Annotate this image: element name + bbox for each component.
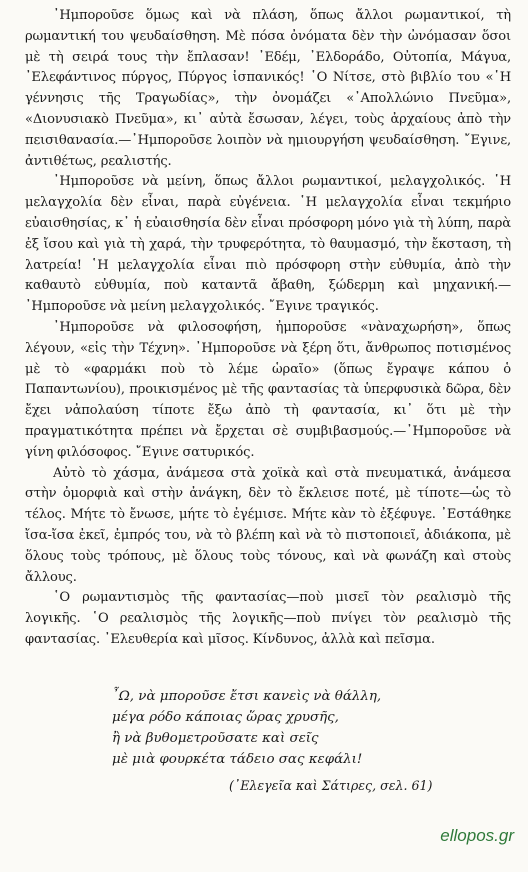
- poem-line-2: μέγα ρόδο κάποιας ὥρας χρυσῆς,: [112, 710, 339, 725]
- paragraph-1: ᾿Ημποροῦσε ὅμως καὶ νὰ πλάση, ὅπως ἄλλοι ρωμαντικοί, τὴ ρωμαντική του ψευδαίσθηση. Μὲ πόσα ὀνόματα δὲν τὴν ὠνόμασαν ὅσοι μὲ τὴ σειρά τους τὴν ἔπλασαν! ᾿Εδέμ, ᾿Ελδοράδο, Οὐτοπία, Μάγυα, ᾿Ελεφάντινος πύργος, Πύργος ἰσπανικός! ῾Ο Νίτσε, στὸ βιβλίο του «῾Η γέννησις τῆς Τραγωδίας», τὴν ὀνομάζει «᾿Απολλώνιο Πνεῦμα», «Διονυσιακὸ Πνεῦμα», κι᾿ αὐτὰ ἔσωσαν, λέγει, τοὺς ἀρχαίους ἀπὸ τὴν πεισιθανασία.—᾿Ημποροῦσε λοιπὸν νὰ ημιουργήση ψευδαίσθηση. ῎Εγινε, ἀντιθέτως, ρεαλιστής.: [25, 8, 511, 169]
- poem-line-3: ἢ νὰ βυθομετροῦσατε καὶ σεῖς: [112, 731, 319, 746]
- poem-quote: [112, 686, 492, 770]
- prose-body: [25, 6, 511, 651]
- poem-citation: (᾿Ελεγεῖα καὶ Σάτιρες, σελ. 61): [229, 778, 433, 793]
- site-watermark: ellopos.gr: [440, 826, 514, 845]
- paragraph-2: ᾿Ημποροῦσε νὰ μείνη, ὅπως ἄλλοι ρωμαντικοί, μελαγχολικός. ῾Η μελαγχολία δὲν εἶναι, παρὰ εὐγένεια. ῾Η μελαγχολία εἶναι τεκμήριο εὐαισθησίας, κ᾿ ἡ εὐαισθησία δὲν εἶναι πρόσφορη μόνο γιὰ τὴ λύπη, παρὰ ἐξ ἴσου καὶ γιὰ τὴ χαρά, τὴν τρυφερότητα, τὸ θαυμασμό, τὴν ἔκσταση, τὴ λατρεία! ῾Η μελαγχολία εἶναι πιὸ πρόσφορη στὴν εὐθυμία, ἀπὸ τὴν καθαυτὸ εὐθυμία, ποὺ καταντᾶ ἄβαθη, ξώδερμη καὶ μηχανική.—᾿Ημποροῦσε νὰ μείνη μελαγχολικός. ῎Εγινε τραγικός.: [25, 174, 511, 315]
- paragraph-4: Αὐτὸ τὸ χάσμα, ἀνάμεσα στὰ χοϊκὰ καὶ στὰ πνευματικά, ἀνάμεσα στὴν ὀμορφιὰ καὶ στὴν ἀνάγκη, δὲν τὸ ἔκλεισε ποτέ, μὲ τίποτε—ὡς τὸ τέλος. Μήτε τὸ ἔνωσε, μήτε τὸ ἐγέμισε. Μήτε κὰν τὸ ἐξέφυγε. ᾿Εστάθηκε ἴσα-ἴσα ἐκεῖ, ἐμπρός του, νὰ τὸ βλέπη καὶ νὰ τὸ πιστοποιεῖ, ἀδιάκοπα, μὲ ὅλους τοὺς τρόπους, μὲ ὅλους τοὺς τόνους, καὶ νὰ φωνάζη καὶ στοὺς ἄλλους.: [25, 465, 511, 585]
- paragraph-5: ῾Ο ρωμαντισμὸς τῆς φαντασίας—ποὺ μισεῖ τὸν ρεαλισμὸ τῆς λογικῆς. ῾Ο ρεαλισμὸς τῆς λογικῆς—ποὺ πνίγει τὸν ρεαλισμὸ τῆς φαντασίας. ᾿Ελευθερία καὶ μῖσος. Κίνδυνος, ἀλλὰ καὶ πεῖσμα.: [25, 590, 511, 647]
- paragraph-3: ᾿Ημποροῦσε νὰ φιλοσοφήση, ἠμποροῦσε «νὰναχωρήση», ὅπως λέγουν, «εἰς τὴν Τέχνη». ᾿Ημποροῦσε νὰ ξέρη ὅτι, ἄνθρωπος ποτισμένος μὲ τὸ «φαρμάκι ποὺ τὸ λέμε ὡραῖο» (ὅπως ἔγραψε κάπου ὁ Παπαντωνίου), προικισμένος μὲ τῆς φαντασίας τὰ ὑπερφυσικὰ δῶρα, δὲν ἔχει νἀπολαύση τίποτε ἔξω ἀπὸ τὴ φαντασία, κι᾿ ὅτι μὲ τὴν πραγματικότητα πρέπει νὰ ἔρχεται σὲ συμβιβασμούς.—᾿Ημποροῦσε νὰ γίνη φιλόσοφος. ῎Εγινε σατυρικός.: [25, 319, 511, 460]
- poem-line-4: μὲ μιὰ φουρκέτα τάδειο σας κεφάλι!: [112, 752, 363, 767]
- poem-line-1: ῏Ω, νὰ μποροῦσε ἔτσι κανεὶς νὰ θάλλη,: [112, 689, 382, 704]
